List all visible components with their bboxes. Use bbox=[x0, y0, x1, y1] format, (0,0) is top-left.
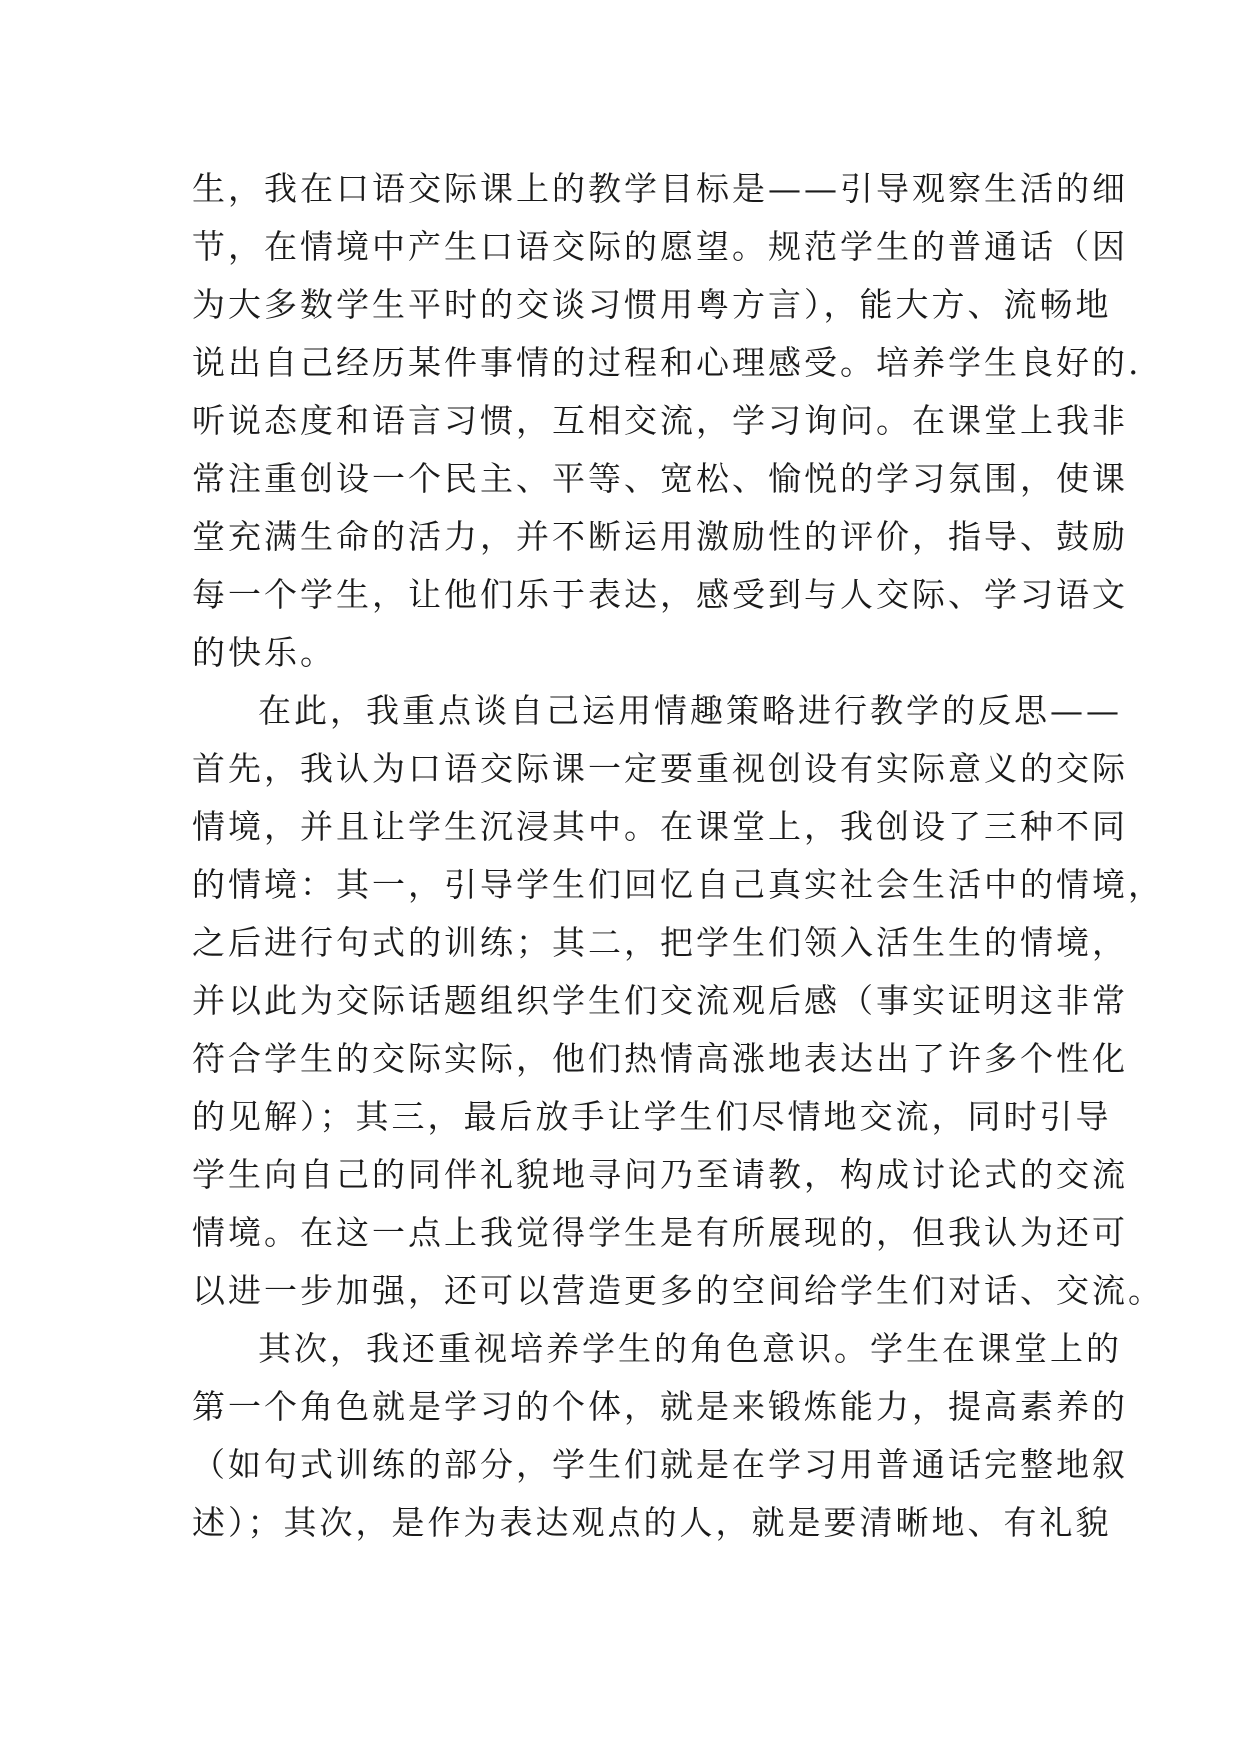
text-line: 生，我在口语交际课上的教学目标是——引导观察生活的细 bbox=[192, 169, 1128, 208]
text-line: 之后进行句式的训练；其二，把学生们领入活生生的情境， bbox=[192, 923, 1128, 962]
text-line: 第一个角色就是学习的个体，就是来锻炼能力，提高素养的 bbox=[192, 1387, 1128, 1426]
text-line: 说出自己经历某件事情的过程和心理感受。培养学生良好的. bbox=[192, 343, 1142, 382]
text-line: 节，在情境中产生口语交际的愿望。规范学生的普通话（因 bbox=[192, 227, 1128, 266]
paragraph-first-line: 在此，我重点谈自己运用情趣策略进行教学的反思—— bbox=[258, 691, 1122, 730]
text-line: 为大多数学生平时的交谈习惯用粤方言），能大方、流畅地 bbox=[192, 285, 1112, 324]
body-text bbox=[192, 160, 1164, 1552]
text-line: 的快乐。 bbox=[192, 633, 336, 672]
text-line: 情境，并且让学生沉浸其中。在课堂上，我创设了三种不同 bbox=[192, 807, 1128, 846]
text-line: 情境。在这一点上我觉得学生是有所展现的，但我认为还可 bbox=[192, 1213, 1128, 1252]
text-line: 听说态度和语言习惯，互相交流，学习询问。在课堂上我非 bbox=[192, 401, 1128, 440]
text-line: 学生向自己的同伴礼貌地寻问乃至请教，构成讨论式的交流 bbox=[192, 1155, 1128, 1194]
text-line: 以进一步加强，还可以营造更多的空间给学生们对话、交流。 bbox=[192, 1271, 1164, 1310]
text-line: 述）；其次，是作为表达观点的人，就是要清晰地、有礼貌 bbox=[192, 1503, 1112, 1542]
text-line: 首先，我认为口语交际课一定要重视创设有实际意义的交际 bbox=[192, 749, 1128, 788]
text-line: （如句式训练的部分，学生们就是在学习用普通话完整地叙 bbox=[192, 1445, 1128, 1484]
text-line: 符合学生的交际实际，他们热情高涨地表达出了许多个性化 bbox=[192, 1039, 1128, 1078]
text-line: 的情境：其一，引导学生们回忆自己真实社会生活中的情境， bbox=[192, 865, 1164, 904]
paragraph-first-line: 其次，我还重视培养学生的角色意识。学生在课堂上的 bbox=[258, 1329, 1122, 1368]
text-line: 并以此为交际话题组织学生们交流观后感（事实证明这非常 bbox=[192, 981, 1128, 1020]
text-line: 的见解）；其三，最后放手让学生们尽情地交流，同时引导 bbox=[192, 1097, 1112, 1136]
text-line: 堂充满生命的活力，并不断运用激励性的评价，指导、鼓励 bbox=[192, 517, 1128, 556]
text-line: 常注重创设一个民主、平等、宽松、愉悦的学习氛围，使课 bbox=[192, 459, 1128, 498]
text-line: 每一个学生，让他们乐于表达，感受到与人交际、学习语文 bbox=[192, 575, 1128, 614]
